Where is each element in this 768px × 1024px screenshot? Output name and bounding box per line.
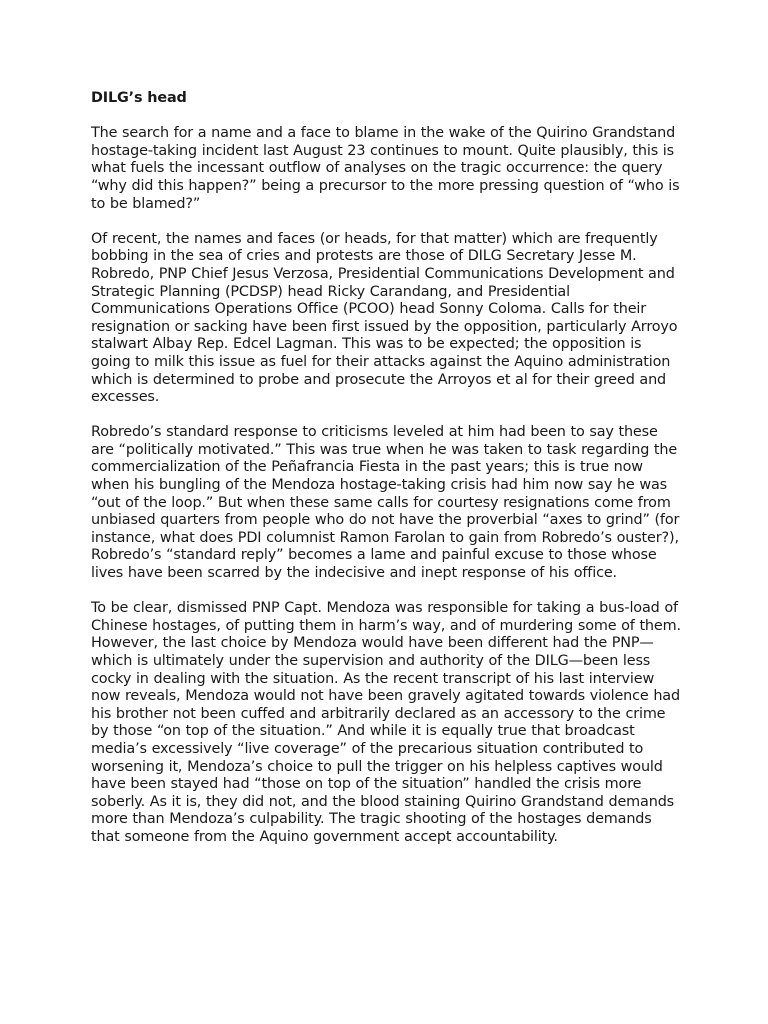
document-title: DILG’s head [91, 90, 187, 106]
paragraph-2: Of recent, the names and faces (or heads, for that matter) which are frequently bobbing in the sea of cries and protests are those of DILG Secretary Jesse M. Robredo, PNP Chief Jesus Verzosa, Presidential Communications Development and Strategic Planning (PCDSP) head Ricky Carandang, and Presidential Communications Operations Office (PCOO) head Sonny Coloma. Calls for their resignation or sacking have been first issued by the opposition, particularly Arroyo stalwart Albay Rep. Edcel Lagman. This was to be expected; the opposition is going to milk this issue as fuel for their attacks against the Aquino administration which is determined to probe and prosecute the Arroyos et al for their greed and excesses. [91, 230, 678, 406]
document-body [91, 90, 681, 864]
paragraph-3: Robredo’s standard response to criticisms leveled at him had been to say these are “politically motivated.” This was true when he was taken to task regarding the commercialization of the Peñafrancia Fiesta in the past years; this is true now when his bungling of the Mendoza hostage-taking crisis had him now say he was “out of the loop.” But when these same calls for courtesy resignations come from unbiased quarters from people who do not have the proverbial “axes to grind” (for instance, what does PDI columnist Ramon Farolan to gain from Robredo’s ouster?), Robredo’s “standard reply” becomes a lame and painful excuse to those whose lives have been scarred by the indecisive and inept response of his office. [91, 424, 680, 582]
paragraph-1: The search for a name and a face to blame in the wake of the Quirino Grandstand hostage-taking incident last August 23 continues to mount. Quite plausibly, this is what fuels the incessant outflow of analyses on the tragic occurrence: the query “why did this happen?” being a precursor to the more pressing question of “who is to be blamed?” [91, 125, 680, 212]
paragraph-4: To be clear, dismissed PNP Capt. Mendoza was responsible for taking a bus-load of Chinese hostages, of putting them in harm’s way, and of murdering some of them. However, the last choice by Mendoza would have been different had the PNP—which is ultimately under the supervision and authority of the DILG—been less cocky in dealing with the situation. As the recent transcript of his last interview now reveals, Mendoza would not have been gravely agitated towards violence had his brother not been cuffed and arbitrarily declared as an accessory to the crime by those “on top of the situation.” And while it is equally true that broadcast media’s excessively “live coverage” of the precarious situation contributed to worsening it, Mendoza’s choice to pull the trigger on his helpless captives would have been stayed had “those on top of the situation” handled the crisis more soberly. As it is, they did not, and the blood staining Quirino Grandstand demands more than Mendoza’s culpability. The tragic shooting of the hostages demands that someone from the Aquino government accept accountability. [91, 600, 681, 845]
